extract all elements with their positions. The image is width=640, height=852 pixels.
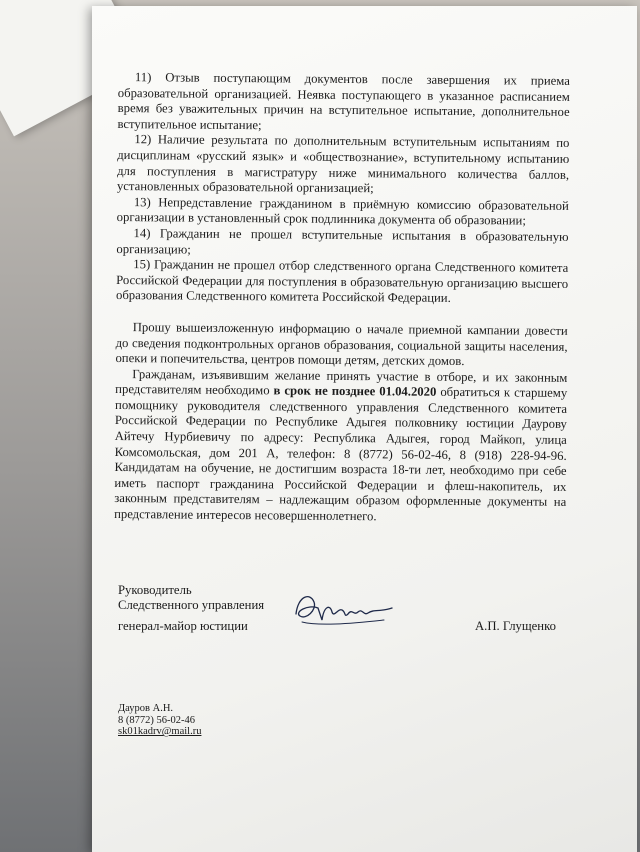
signer-title-line2: Следственного управления — [118, 598, 265, 612]
paragraph-request: Прошу вышеизложенную информацию о начале приемной кампании довести до сведения подконтрольных органов образования, социальной защиты населения, опеки и попечительства, центров помощи детям, детских домов. — [115, 320, 568, 369]
handwritten-signature — [288, 586, 398, 631]
paragraph-item-12: 12) Наличие результата по дополнительным вступительным испытаниям по дисциплинам «русский язык» и «обществознание», вступительному испытанию для поступления в магистратуру ниже минимального количества баллов, установленных образовательной организацией; — [116, 132, 570, 196]
deadline-bold: в срок не позднее 01.04.2020 — [273, 383, 437, 400]
instructions-text-end: обратиться к старшему помощнику руководителя следственного управления Следственного комитета Российской Федерации по Республике Адыгея полковнику юстиции Даурову Айтечу Нурбиевичу по адресу: Республика Адыгея, город Майкоп, улица Комсомольская, дом 201 А, телефон: 8 (8772) 56-02-46, 8 (918) 228-94-96. Кандидатам на обучение, не достигшим возраста 18-ти лет, необходимо при себе иметь паспорт гражданина Российской Федерации и флеш-накопитель, их законным представителям – надлежащим образом оформленные документы на представление интересов несовершеннолетнего. — [114, 385, 568, 524]
paragraph-item-15: 15) Гражданин не прошел отбор следственного органа Следственного комитета Российской Федерации для поступления в образовательную организацию высшего образования Следственного комитета Российской Федерации. — [115, 257, 569, 306]
paragraph-item-11: 11) Отзыв поступающим документов после завершения их приема образовательной организацией. Неявка поступающего в указанное расписанием время без уважительных причин на вступительное испытание, дополнительное вступительное испытание; — [117, 70, 570, 133]
signer-title-line1: Руководитель — [118, 583, 192, 597]
executor-contact — [118, 703, 201, 738]
executor-name: Дауров А.Н. — [118, 703, 174, 714]
instructions-text-start: Гражданам, изъявившим желание принять участие в отборе, и их законным представителям необходимо — [115, 366, 568, 398]
signer-name: А.П. Глущенко — [475, 619, 556, 633]
signature-block — [118, 583, 578, 643]
letter-body — [114, 70, 570, 527]
executor-phone: 8 (8772) 56-02-46 — [118, 714, 195, 726]
signer-rank: генерал-майор юстиции — [118, 619, 248, 633]
paragraph-item-13: 13) Непредставление гражданином в приёмную комиссию образовательной организации в установленный срок подлинника документа об образовании; — [116, 194, 569, 228]
executor-email-link[interactable]: sk01kadrv@mail.ru — [118, 726, 202, 738]
paragraph-item-14: 14) Гражданин не прошел вступительные испытания в образовательную организацию; — [116, 226, 569, 257]
paragraph-instructions — [114, 367, 567, 527]
